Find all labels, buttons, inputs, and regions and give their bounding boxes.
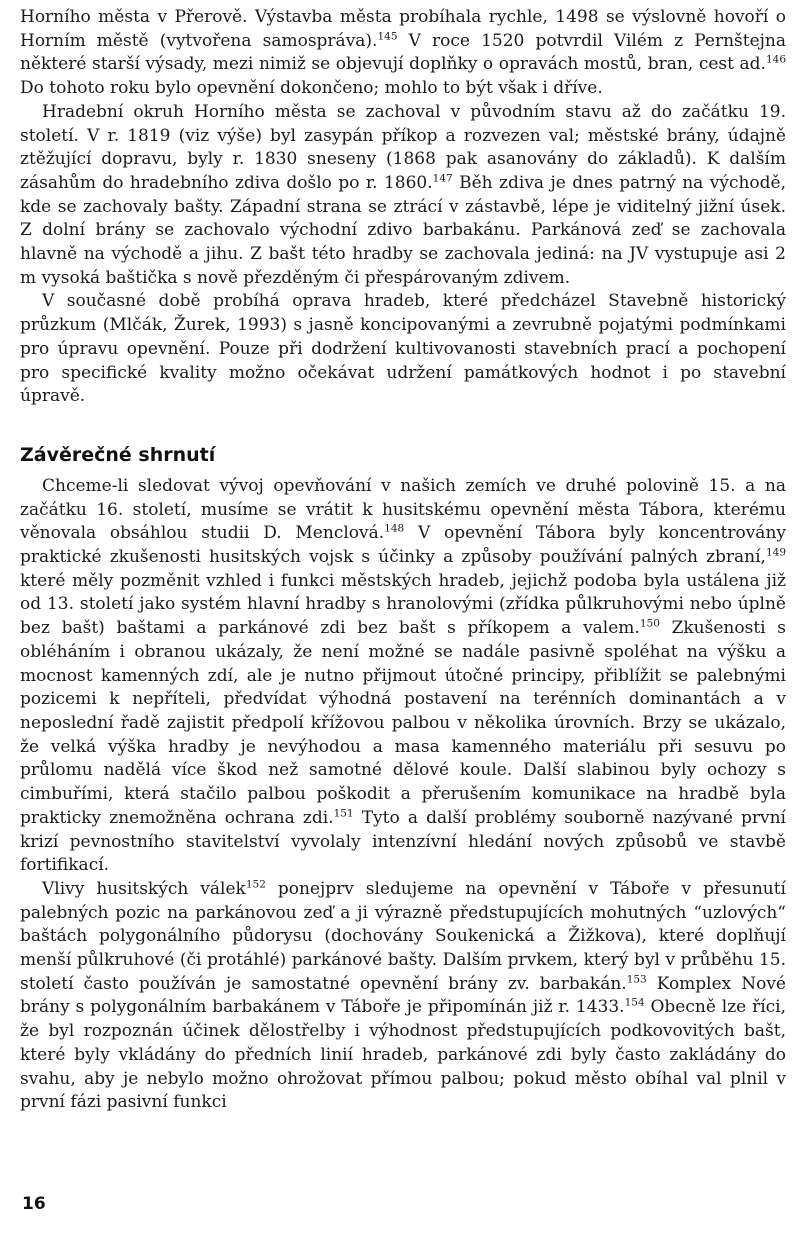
text-run: Horního města v Přerově. Výstavba města probíhala rychle, 1498 se výslovně hovoří o Horním městě (vytvořena samospráva). <box>20 7 786 51</box>
text-run: Komplex Nové brány s polygonálním barbakánem v Táboře je připomínán již r. 1433. <box>20 973 786 1018</box>
footnote-ref: 153 <box>626 973 647 986</box>
footnote-ref: 145 <box>377 30 398 43</box>
page-number: 16 <box>22 1194 46 1214</box>
page-body <box>20 6 786 1115</box>
footnote-ref: 147 <box>432 172 453 185</box>
text-run: V roce 1520 potvrdil Vilém z Pernštejna některé starší výsady, mezi nimiž se objevují doplňky o opravách mostů, bran, cest ad. <box>20 30 786 75</box>
footnote-ref: 152 <box>245 878 266 891</box>
paragraph <box>20 101 786 291</box>
paragraph <box>20 290 786 409</box>
text-run: Hradební okruh Horního města se zachoval v původním stavu až do začátku 19. století. V r. 1819 (viz výše) byl zasypán příkop a rozvezen val; městské brány, údajně ztěžující dopravu, byly r. 1830 sneseny (1868 pak asanovány do základů). K dalším zásahům do hradebního zdiva došlo po r. 1860. <box>20 101 786 193</box>
section-heading: Závěrečné shrnutí <box>20 443 216 466</box>
paragraph <box>20 475 786 878</box>
text-run: ponejprv sledujeme na opevnění v Táboře v přesunutí palebných pozic na parkánovou zeď a ji výrazně předstupujících mohutných “uzlových“ baštách polygonálního půdorysu (dochovány Soukenická a Žižkova), které doplňují menší půlkruhové (či protáhlé) parkánové bašty. Dalším prvkem, který byl v průběhu 15. století často používán je samostatné opevnění brány zv. barbakán. <box>20 878 786 994</box>
footnote-ref: 154 <box>624 996 645 1009</box>
text-run: Chceme-li sledovat vývoj opevňování v našich zemích ve druhé polovině 15. a na začátku 16. století, musíme se vrátit k husitskému opevnění města Tábora, kterému věnovala obsáhlou studii D. Menclová. <box>20 475 786 544</box>
footnote-ref: 150 <box>639 617 660 630</box>
text-run: Běh zdiva je dnes patrný na východě, kde se zachovaly bašty. Západní strana se ztrácí v zástavbě, lépe je viditelný jižní úsek. Z dolní brány se zachovalo východní zdivo barbakánu. Parkánová zeď se zachovala hlavně na východě a jihu. Z bašt této hradby se zachovala jediná: na JV vystupuje asi 2 m vysoká baštička s nově přezděným či přespárovaným zdivem. <box>20 172 786 288</box>
text-run: Vlivy husitských válek <box>42 878 246 899</box>
footnote-ref: 149 <box>765 546 786 559</box>
text-run: Do tohoto roku bylo opevnění dokončeno; mohlo to být však i dříve. <box>20 78 603 99</box>
footnote-ref: 146 <box>765 53 786 66</box>
text-run: Tyto a další problémy souborně nazývané první krizí pevnostního stavitelství vyvolaly intenzívní hledání nových způsobů ve stavbě fortifikací. <box>20 807 786 876</box>
paragraph <box>20 6 786 101</box>
footnote-ref: 148 <box>384 522 405 535</box>
text-run: V současné době probíhá oprava hradeb, které předcházel Stavebně historický průzkum (Mlčák, Žurek, 1993) s jasně koncipovanými a zevrubně pojatými podmínkami pro úpravu opevnění. Pouze při dodržení kultivovanosti stavebních prací a pochopení pro specifické kvality možno očekávat udržení památkových hodnot i po stavební úpravě. <box>20 291 786 407</box>
footnote-ref: 151 <box>333 807 354 820</box>
text-run: Zkušenosti s obléháním i obranou ukázaly, že není možné se nadále pasivně spoléhat na výšku a mocnost kamenných zdí, ale je nutno přijmout útočné principy, přiblížit se palebnými pozicemi k nepříteli, předvídat výhodná postavení na terénních dominantách a v neposlední řadě zajistit předpolí křížovou palbou v několika úrovních. Brzy se ukázalo, že velká výška hradby je nevýhodou a masa kamenného materiálu při sesuvu po průlomu nadělá více škod než samotné dělové koule. Další slabinou byly ochozy s cimbuřími, která stačilo palbou poškodit a přerušením komunikace na hradbě byla prakticky znemožněna ochrana zdi. <box>20 618 786 828</box>
paragraph <box>20 878 786 1115</box>
text-run: které měly pozměnit vzhled i funkci městských hradeb, jejichž podoba byla ustálena již od 13. století jako systém hlavní hradby s hranolovými (zřídka půlkruhovými nebo úplně bez bašt) baštami a parkánové zdi bez bašt s příkopem a valem. <box>20 570 786 639</box>
text-run: V opevnění Tábora byly koncentrovány praktické zkušenosti husitských vojsk s účinky a způsoby používání palných zbraní, <box>20 523 786 568</box>
text-run: Obecně lze říci, že byl rozpoznán účinek dělostřelby i výhodnost předstupujících podkovovitých bašt, které byly vkládány do předních linií hradeb, parkánové zdi byly často zakládány do svahu, aby je nebylo možno ohrožovat přímou palbou; pokud město obíhal val plnil v první fázi pasivní funkci <box>20 997 786 1113</box>
